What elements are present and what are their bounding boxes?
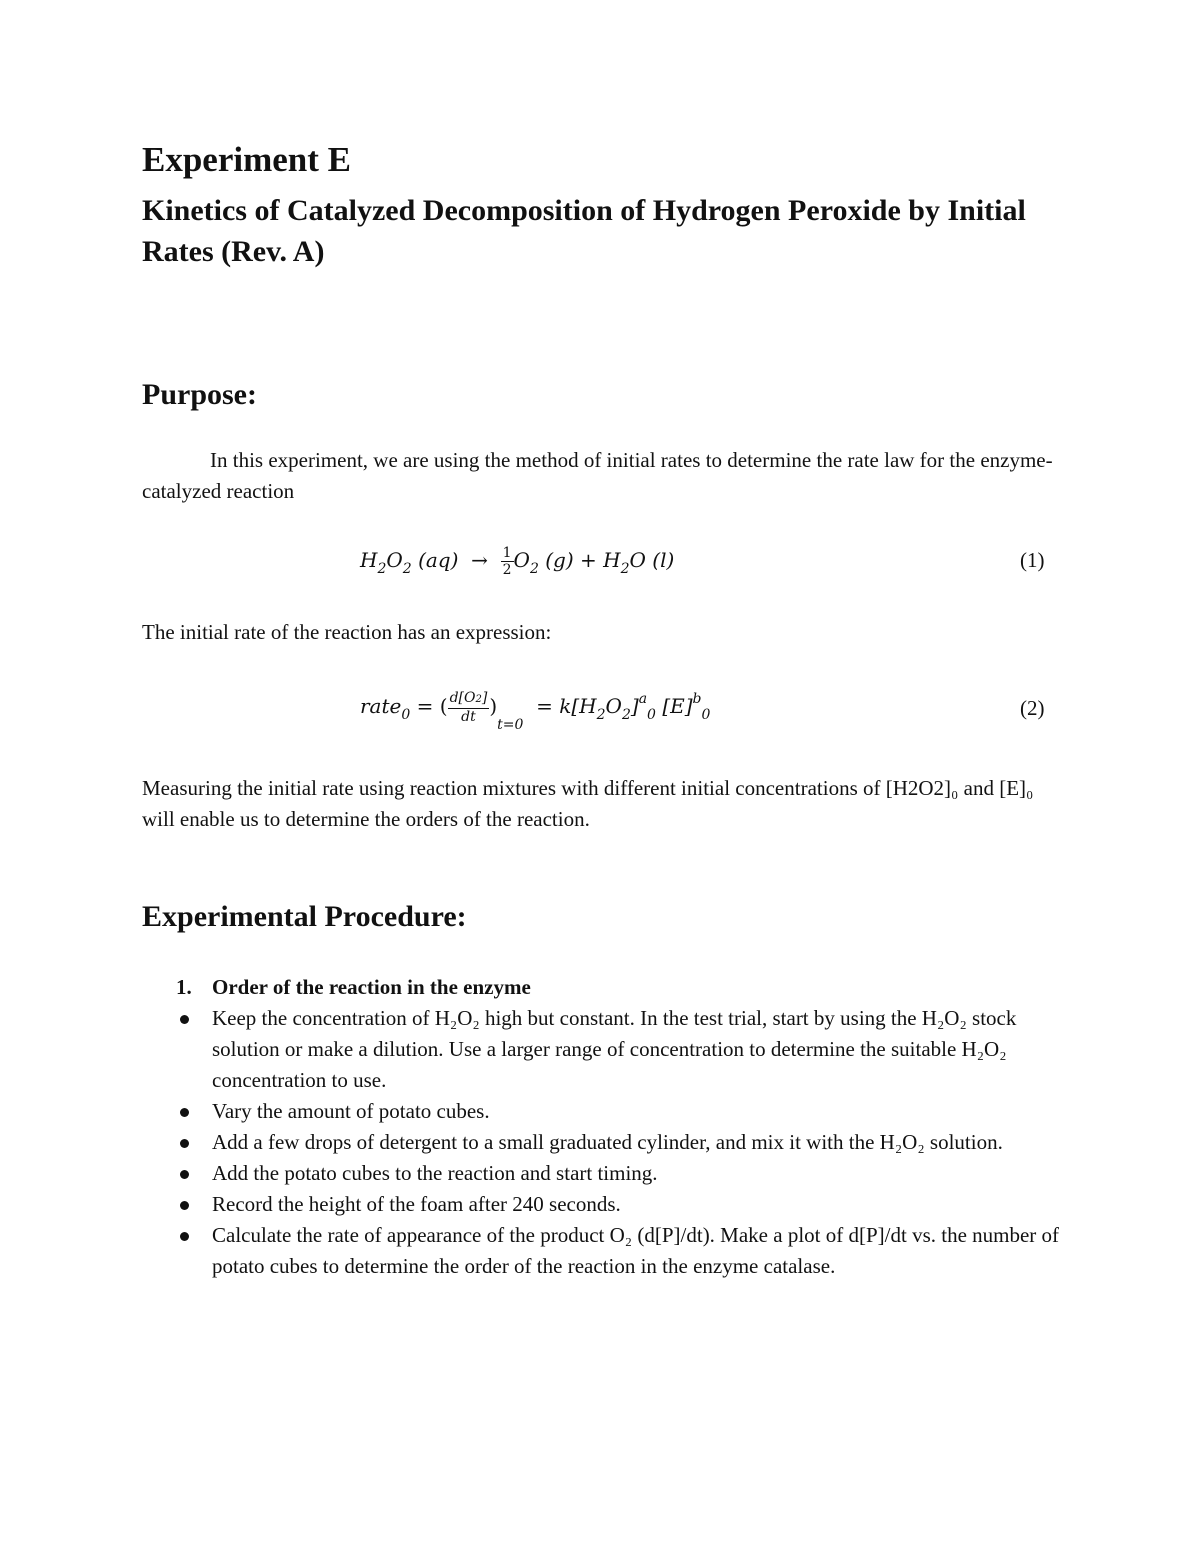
eq2-derivative-fraction: [448, 690, 490, 725]
bullet-item: [142, 1158, 1062, 1189]
eq1-half-den: 2: [502, 562, 512, 578]
document-title: Experiment E: [142, 140, 352, 179]
eq2-a-sup: a: [638, 691, 648, 707]
eq2-lparen: (: [439, 694, 448, 718]
eq1-o2-sub: 2: [529, 561, 539, 577]
eq1-plus: +: [580, 548, 597, 572]
numbered-item-label: Order of the reaction in the enzyme: [212, 975, 531, 999]
eq2-equals-2: =: [536, 694, 553, 718]
bullet-item: [142, 1003, 1062, 1096]
procedure-heading: Experimental Procedure:: [142, 900, 467, 933]
eq2-e: [E]: [662, 694, 693, 718]
bullet-text: Add a few drops of detergent to a small graduated cylinder, and mix it with the H₂O₂ solution.: [212, 1130, 1003, 1154]
bullet-text: Keep the concentration of H₂O₂ high but constant. In the test trial, start by using the H₂O₂ stock solution or make a dilution. Use a larger range of concentration to determine the suitable H₂O₂ concentration to use.: [212, 1006, 1017, 1092]
measuring-paragraph: Measuring the initial rate using reaction mixtures with different initial concentrations of [H2O2]₀ and [E]₀ will enable us to determine the orders of the reaction.: [142, 776, 1034, 831]
eq1-half-fraction: [501, 545, 514, 578]
eq2-t-sub: t=0: [497, 717, 524, 733]
equation-number-1: (1): [1020, 548, 1045, 572]
eq2-k-sub1: 2: [596, 707, 606, 723]
numbered-item-marker: 1.: [176, 975, 192, 999]
rate-equation: [360, 690, 710, 733]
eq2-rparen: ): [489, 694, 498, 718]
eq2-b-sup: b: [692, 691, 702, 707]
eq2-derivative-num: [448, 690, 490, 709]
eq2-dnum: d[O: [449, 690, 476, 706]
numbered-item: [142, 972, 1062, 1003]
rate-intro-paragraph: The initial rate of the reaction has an expression:: [142, 620, 552, 644]
eq2-k-close: ]: [630, 694, 639, 718]
bullet-text: Add the potato cubes to the reaction and start timing.: [212, 1161, 658, 1185]
bullet-icon: [180, 1232, 189, 1241]
eq1-aq: (aq): [418, 548, 459, 572]
eq1-arrow: →: [471, 548, 488, 572]
eq2-dnum-close: ]: [481, 690, 488, 706]
eq2-equals-1: =: [416, 694, 434, 718]
bullet-text: Vary the amount of potato cubes.: [212, 1099, 490, 1123]
bullet-icon: [180, 1201, 189, 1210]
bullet-item: [142, 1189, 1062, 1220]
procedure-list: [142, 972, 1062, 1282]
eq2-derivative-den: dt: [461, 709, 476, 725]
eq1-o2: O: [513, 548, 530, 572]
bullet-text: Calculate the rate of appearance of the product O₂ (d[P]/dt). Make a plot of d[P]/dt vs. the number of potato cubes to determine the order of the reaction in the enzyme catalase.: [212, 1223, 1060, 1278]
eq2-rate-sub: 0: [401, 707, 411, 723]
eq1-g: (g): [545, 548, 574, 572]
eq1-h-sub: 2: [377, 561, 387, 577]
bullet-text: Record the height of the foam after 240 seconds.: [212, 1192, 621, 1216]
eq1-h2o-sub: 2: [620, 561, 630, 577]
eq1-l: (l): [652, 548, 675, 572]
eq2-k-sub2: 2: [621, 707, 631, 723]
eq1-h: H: [360, 548, 378, 572]
eq2-zero-sub-2: 0: [701, 707, 711, 723]
bullet-icon: [180, 1170, 189, 1179]
reaction-equation: [360, 545, 674, 578]
eq1-o-sub: 2: [402, 561, 412, 577]
eq2-dnum-sub: 2: [475, 694, 482, 705]
eq1-h2o-h: H: [603, 548, 621, 572]
eq1-half-num: 1: [502, 545, 512, 561]
bullet-icon: [180, 1108, 189, 1117]
equation-number-2: (2): [1020, 696, 1045, 720]
bullet-icon: [180, 1139, 189, 1148]
bullet-item: [142, 1220, 1062, 1282]
eq2-zero-sub-1: 0: [647, 707, 656, 723]
eq2-rate: rate: [360, 694, 402, 718]
bullet-item: [142, 1127, 1062, 1158]
purpose-heading: Purpose:: [142, 378, 257, 411]
bullet-icon: [180, 1015, 189, 1024]
eq2-k-o: O: [605, 694, 622, 718]
bullet-item: [142, 1096, 1062, 1127]
eq1-h2o-o: O: [629, 548, 646, 572]
eq2-k: k[H: [559, 694, 597, 718]
purpose-intro-paragraph: In this experiment, we are using the method of initial rates to determine the rate law for the enzyme-catalyzed reaction: [142, 448, 1053, 503]
document-subtitle: Kinetics of Catalyzed Decomposition of Hydrogen Peroxide by Initial Rates (Rev. A): [142, 194, 1026, 268]
eq1-o: O: [386, 548, 403, 572]
